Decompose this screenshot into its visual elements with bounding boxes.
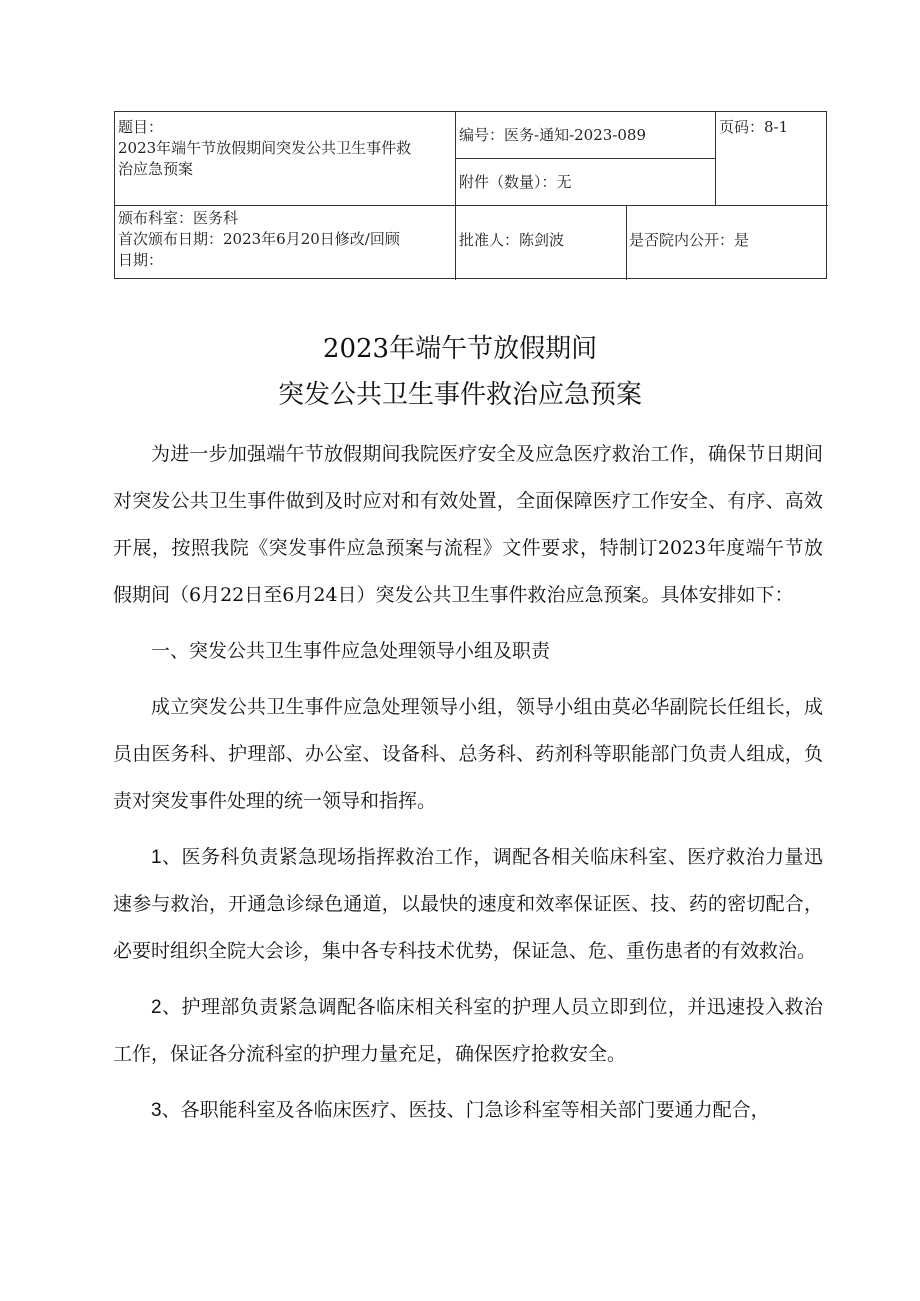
header-issue-date-line2: 日期：: [118, 251, 164, 269]
header-issue-date-line1: 首次颁布日期：2023年6月20日修改/回顾: [118, 230, 400, 248]
item3-paragraph: [113, 1087, 823, 1134]
section1-paragraph: 成立突发公共卫生事件应急处理领导小组，领导小组由莫必华副院长任组长，成员由医务科、护理部、办公室、设备科、总务科、药剂科等职能部门负责人组成，负责对突发事件处理的统一领导和指挥。: [113, 696, 823, 812]
header-code-cell: [456, 112, 716, 159]
item1-paragraph: [113, 834, 823, 975]
header-department: 颁布科室：医务科: [118, 209, 239, 227]
header-public: 是否院内公开：是: [629, 231, 750, 249]
header-title-line1: 2023年端午节放假期间突发公共卫生事件救: [118, 139, 412, 157]
header-public-cell: [627, 206, 828, 280]
header-title-cell: [115, 112, 456, 206]
header-attachments-cell: [456, 159, 716, 206]
header-page-number: 页码：8-1: [719, 118, 789, 136]
item1-text: 、医务科负责紧急现场指挥救治工作，调配各相关临床科室、医疗救治力量迅速参与救治，开通急诊绿色通道，以最快的速度和效率保证医、技、药的密切配合，必要时组织全院大会诊，集中各专科技术优势，保证急、危、重伤患者的有效救治。: [113, 846, 823, 962]
header-title-line2: 治应急预案: [118, 160, 194, 178]
intro-paragraph: 为进一步加强端午节放假期间我院医疗安全及应急医疗救治工作，确保节日期间对突发公共卫生事件做到及时应对和有效处置，全面保障医疗工作安全、有序、高效开展，按照我院《突发事件应急预案与流程》文件要求，特制订2023年度端午节放假期间（6月22日至6月24日）突发公共卫生事件救治应急预案。具体安排如下：: [113, 443, 823, 606]
item2-number: 2: [151, 997, 162, 1018]
document-header-table: [114, 111, 827, 279]
section1-heading: 一、突发公共卫生事件应急处理领导小组及职责: [151, 640, 551, 662]
item2-text: 、护理部负责紧急调配各临床相关科室的护理人员立即到位，并迅速投入救治工作，保证各分流科室的护理力量充足，确保医疗抢救安全。: [113, 996, 823, 1065]
header-title-label: 题目：: [118, 118, 164, 136]
header-page-cell: [716, 112, 828, 206]
item3-number: 3: [151, 1100, 162, 1121]
document-title-line1: 2023年端午节放假期间: [322, 334, 598, 364]
header-attachments: 附件（数量）：无: [459, 173, 572, 191]
header-code: 编号：医务-通知-2023-089: [459, 126, 647, 144]
header-approver-cell: [456, 206, 627, 280]
header-department-cell: [115, 206, 456, 280]
item1-number: 1: [151, 847, 162, 868]
item2-paragraph: [113, 984, 823, 1078]
document-body: [113, 431, 823, 1134]
item3-text: 、各职能科室及各临床医疗、医技、门急诊科室等相关部门要通力配合，: [161, 1099, 770, 1121]
document-title-line2: 突发公共卫生事件救治应急预案: [277, 380, 642, 410]
header-approver: 批准人：陈剑波: [459, 231, 565, 249]
